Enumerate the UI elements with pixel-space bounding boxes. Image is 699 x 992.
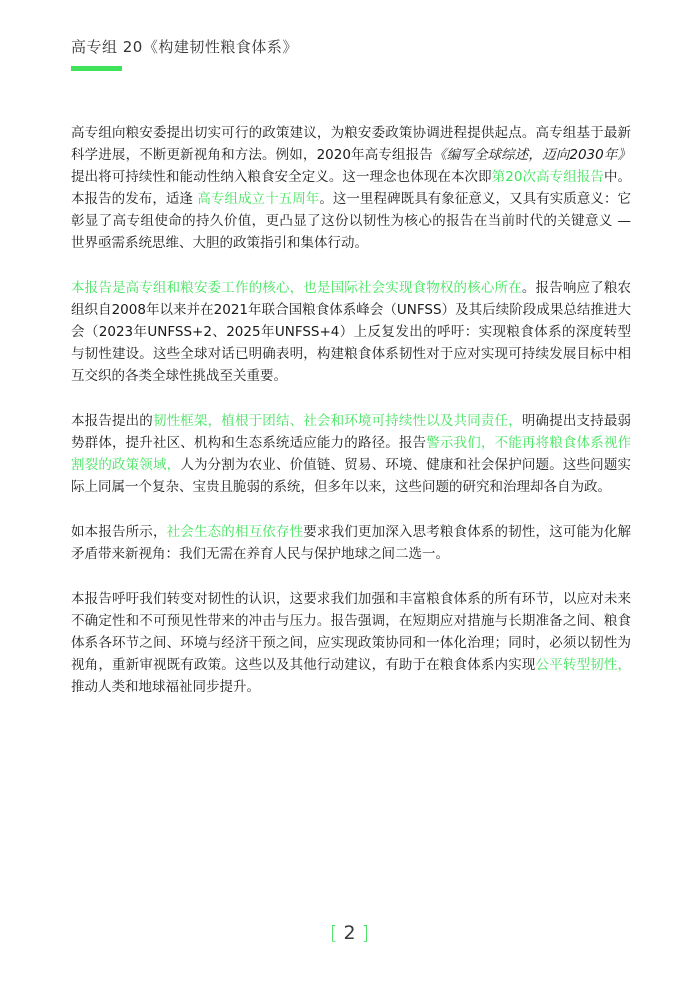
paragraph-text: 本报告提出的 (71, 413, 153, 429)
page-bracket-right: ] (361, 922, 370, 944)
paragraph-1 (71, 122, 631, 254)
highlight-text: 高专组成立十五周年 (197, 191, 320, 207)
report-title-italic: 《编写全球综述，迈向2030年》 (432, 147, 632, 163)
paragraph-text: 中。本报告的发布，适逢 (71, 169, 632, 207)
paragraph-text: 。报告响应了粮农组织自2008年以来并在2021年联合国粮食体系峰会（UNFSS）及其后续阶段成果总结推进大会（2023年UNFSS+2、2025年UNFSS+4）上反复发出的呼吁：实现粮食体系的深度转型与韧性建设。这些全球对话已明确表明，构建粮食体系韧性对于应对实现可持续发展目标中相互交织的各类全球性挑战至关重要。 (71, 280, 632, 384)
header-accent-rule (71, 66, 122, 71)
document-header-title: 高专组 20《构建韧性粮食体系》 (71, 38, 298, 56)
paragraph-text: 人为分割为农业、价值链、贸易、环境、健康和社会保护问题。这些问题实际上同属一个复杂、宝贵且脆弱的系统，但多年以来，这些问题的研究和治理却各自为政。 (71, 457, 632, 495)
paragraph-5 (71, 588, 631, 698)
highlight-text: 韧性框架，植根于团结、社会和环境可持续性以及共同责任， (152, 413, 522, 429)
highlight-text: 社会生态的相互依存性 (166, 524, 304, 540)
document-body (71, 122, 631, 721)
paragraph-text: 。这一里程碑既具有象征意义，又具有实质意义：它彰显了高专组使命的持久价值，更凸显了这份以韧性为核心的报告在当前时代的关键意义 — 世界亟需系统思维、大胆的政策指引和集体行动。 (71, 191, 632, 251)
paragraph-text: 推动人类和地球福祉同步提升。 (71, 679, 260, 695)
paragraph-text: 高专组向粮安委提出切实可行的政策建议，为粮安委政策协调进程提供起点。高专组基于最新科学进展，不断更新视角和方法。例如，2020年高专组报告 (71, 125, 631, 163)
page-number (0, 922, 699, 944)
highlight-text: 公平转型韧性， (535, 657, 632, 673)
paragraph-3 (71, 410, 631, 498)
paragraph-2 (71, 277, 631, 387)
page-number-value: 2 (343, 922, 356, 944)
highlight-text: 警示我们，不能再将粮食体系视作割裂的政策领域， (71, 435, 632, 473)
paragraph-text: 如本报告所示， (71, 524, 167, 540)
paragraph-text: 要求我们更加深入思考粮食体系的韧性，这可能为化解矛盾带来新视角：我们无需在养育人民与保护地球之间二选一。 (71, 524, 632, 562)
page-bracket-left: [ (329, 922, 338, 944)
paragraph-4 (71, 521, 631, 565)
paragraph-text: 本报告呼吁我们转变对韧性的认识，这要求我们加强和丰富粮食体系的所有环节，以应对未来不确定性和不可预见性带来的冲击与压力。报告强调，在短期应对措施与长期准备之间、粮食体系各环节之间、环境与经济干预之间，应实现政策协同和一体化治理；同时，必须以韧性为视角，重新审视既有政策。这些以及其他行动建议，有助于在粮食体系内实现 (71, 591, 631, 673)
paragraph-text: 明确提出支持最弱势群体，提升社区、机构和生态系统适应能力的路径。报告 (71, 413, 632, 451)
highlight-text: 本报告是高专组和粮安委工作的核心，也是国际社会实现食物权的核心所在 (71, 280, 522, 296)
paragraph-text: 提出将可持续性和能动性纳入粮食安全定义。这一理念也体现在本次即 (71, 169, 492, 185)
highlight-text: 第20次高专组报告 (491, 169, 604, 185)
